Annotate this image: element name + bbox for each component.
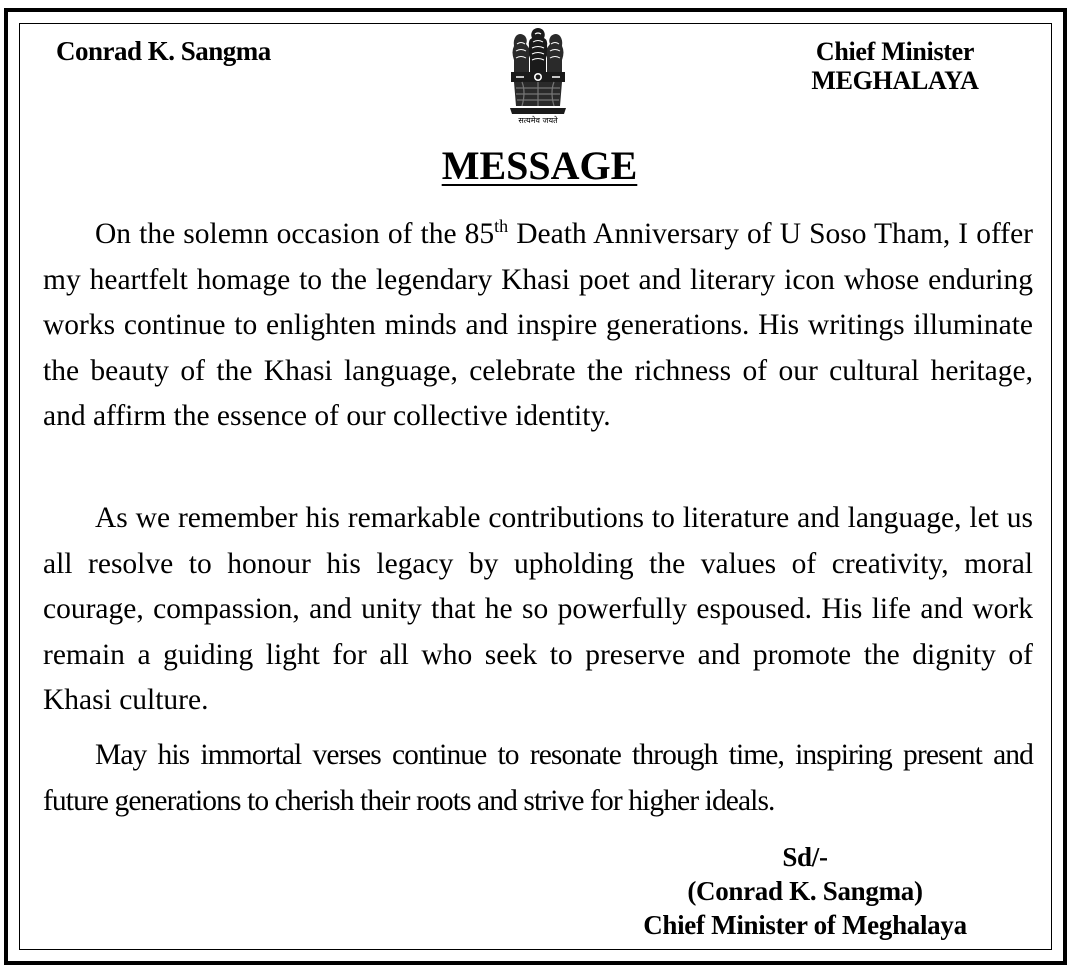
paragraph-2-text: As we remember his remarkable contributions to literature and language, let us all resolve to honour his legacy by upholding the values of creativity, moral courage, compassion, and unity that he so powerfully espoused. His life and work remain a guiding light for all who seek to preserve and promote the dignity of Khasi culture. [43, 502, 1033, 716]
sender-name: Conrad K. Sangma [56, 36, 271, 66]
signature-name: (Conrad K. Sangma) [687, 876, 923, 906]
signature-sd: Sd/- [782, 842, 828, 872]
state-emblem-lion-capital-icon [502, 26, 574, 130]
designation-line-1: Chief Minister [815, 37, 975, 66]
paragraph-2 [43, 496, 1033, 724]
signature-block [590, 840, 1020, 942]
sender-designation [770, 37, 1020, 95]
paragraph-3 [43, 733, 1033, 824]
designation-line-2: MEGHALAYA [811, 66, 979, 95]
signature-designation: Chief Minister of Meghalaya [643, 910, 967, 940]
paragraph-1 [43, 212, 1033, 440]
paragraph-1-after: Death Anniversary of U Soso Tham, I offer my heartfelt homage to the legendary Khasi poet and literary icon whose enduring works continue to enlighten minds and inspire generations. His writings illuminate the beauty of the Khasi language, celebrate the richness of our cultural heritage, and affirm the essence of our collective identity. [43, 218, 1033, 432]
message-title: MESSAGE [441, 143, 638, 188]
paragraph-3-text: May his immortal verses continue to resonate through time, inspiring present and future generations to cherish their roots and strive for higher ideals. [43, 739, 1033, 817]
emblem-motto: सत्यमेव जयते [518, 116, 558, 125]
ordinal-superscript: th [494, 216, 509, 237]
paragraph-1-before: On the solemn occasion of the 85 [95, 218, 495, 250]
